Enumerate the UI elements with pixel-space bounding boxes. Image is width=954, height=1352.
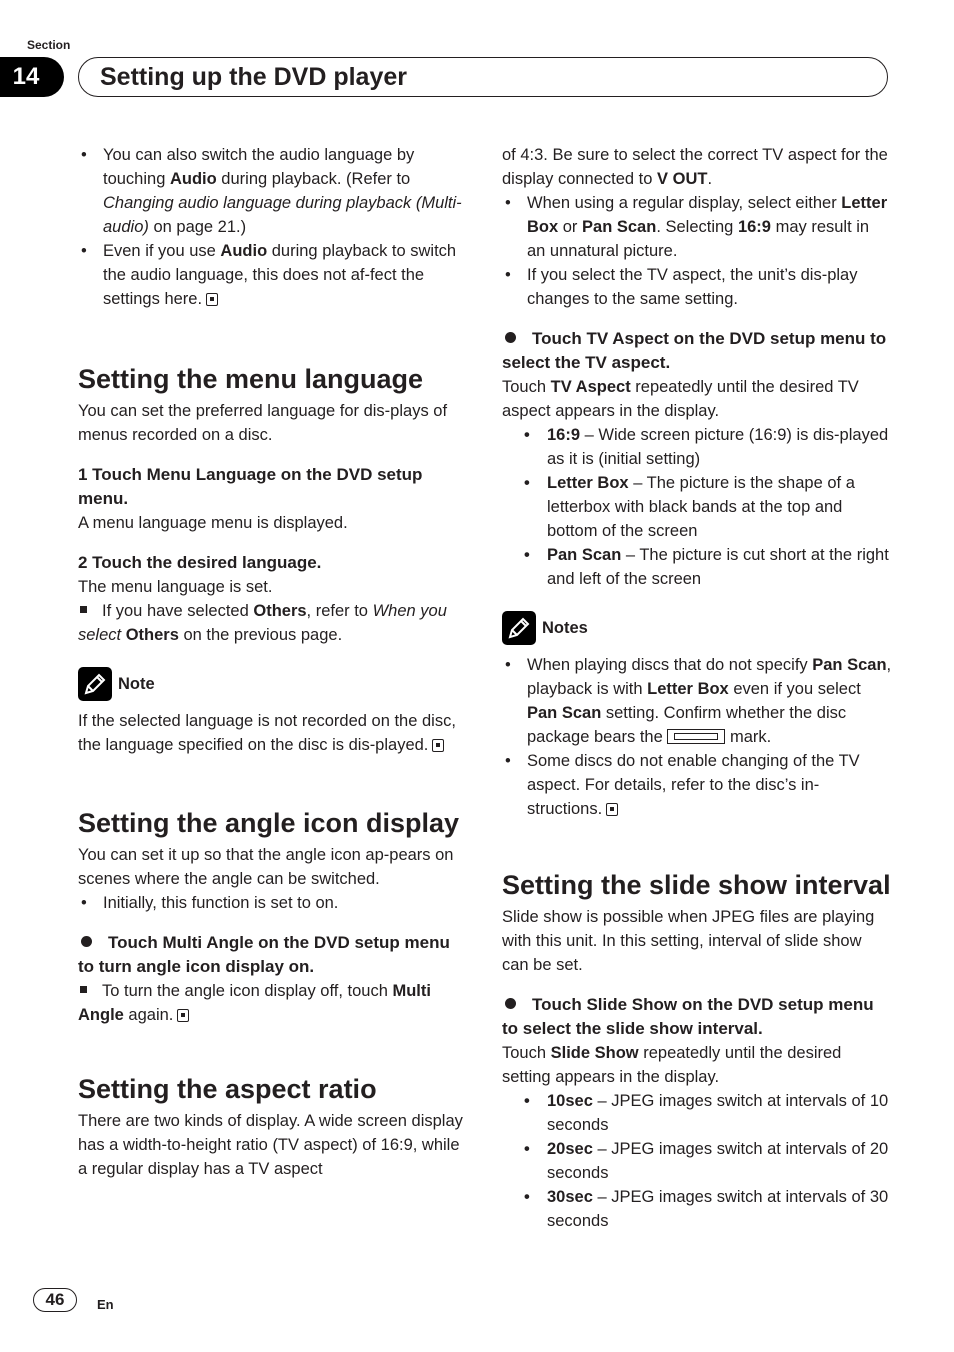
end-mark-icon — [177, 1009, 189, 1022]
end-mark-icon — [606, 803, 618, 816]
list-item: • 10sec – JPEG images switch at intervals of 10 seconds — [502, 1089, 892, 1137]
list-item: • 16:9 – Wide screen picture (16:9) is dis-played as it is (initial setting) — [502, 423, 892, 471]
note-header — [78, 667, 466, 701]
heading-menu-language: Setting the menu language — [78, 364, 424, 394]
list-item: • Pan Scan – The picture is cut short at the right and left of the screen — [502, 543, 892, 591]
aspect-bullets — [502, 191, 892, 311]
step-heading: 2 Touch the desired language. — [78, 553, 322, 572]
section-number-badge: 14 — [0, 57, 64, 97]
paragraph: A menu language menu is displayed. — [78, 514, 348, 532]
tip-text: To turn the angle icon display off, touch Multi Angle again. — [78, 982, 431, 1024]
aspect-options — [502, 423, 892, 591]
step-heading: 1 Touch Menu Language on the DVD setup menu. — [78, 465, 423, 508]
angle-bullets — [78, 891, 466, 915]
list-item: • Letter Box – The picture is the shape of a letterbox with black bands at the top and bottom of the screen — [502, 471, 892, 543]
notes-bullets — [502, 653, 892, 821]
intro-bullets — [78, 143, 466, 311]
paragraph: Slide show is possible when JPEG files are playing with this unit. In this setting, interval of slide show can be set. — [502, 908, 875, 974]
paragraph: The menu language is set. — [78, 578, 273, 596]
notes-label: Notes — [542, 619, 588, 637]
pencil-note-icon — [78, 667, 112, 701]
list-item: • 20sec – JPEG images switch at intervals of 20 seconds — [502, 1137, 892, 1185]
list-item: • You can also switch the audio language by touching Audio during playback. (Refer to Changing audio language during playback (Multi-audio) on page 21.) — [78, 143, 466, 239]
page-title: Setting up the DVD player — [100, 63, 407, 91]
step-heading: Touch Multi Angle on the DVD setup menu to turn angle icon display on. — [78, 933, 450, 976]
paragraph: There are two kinds of display. A wide screen display has a width-to-height ratio (TV aspect) of 16:9, while a regular display has a TV aspect — [78, 1112, 463, 1178]
square-bullet-icon — [80, 986, 87, 993]
pencil-note-icon — [502, 611, 536, 645]
paragraph: Touch TV Aspect repeatedly until the desired TV aspect appears in the display. — [502, 378, 859, 420]
widescreen-mark-icon — [667, 729, 725, 744]
left-column — [78, 143, 466, 1181]
step-dot-icon — [505, 998, 516, 1009]
end-mark-icon — [206, 293, 218, 306]
paragraph: You can set it up so that the angle icon ap-pears on scenes where the angle can be switched. — [78, 846, 454, 888]
right-column — [502, 143, 892, 1233]
list-item: • If you select the TV aspect, the unit’s dis-play changes to the same setting. — [502, 263, 892, 311]
slide-options — [502, 1089, 892, 1233]
end-mark-icon — [432, 739, 444, 752]
list-item: • When playing discs that do not specify Pan Scan, playback is with Letter Box even if you select Pan Scan setting. Confirm whether the disc package bears the mark. — [502, 653, 892, 749]
list-item: • Some discs do not enable changing of the TV aspect. For details, refer to the disc’s in-structions. — [502, 749, 892, 821]
notes-header — [502, 611, 892, 645]
heading-angle-icon: Setting the angle icon display — [78, 808, 460, 838]
page-number: 46 — [33, 1288, 77, 1312]
step-heading: Touch Slide Show on the DVD setup menu to select the slide show interval. — [502, 995, 874, 1038]
step-heading: Touch TV Aspect on the DVD setup menu to select the TV aspect. — [502, 329, 887, 372]
paragraph: Touch Slide Show repeatedly until the desired setting appears in the display. — [502, 1044, 842, 1086]
note-text: If the selected language is not recorded on the disc, the language specified on the disc is dis-played. — [78, 712, 456, 754]
paragraph: of 4:3. Be sure to select the correct TV aspect for the display connected to V OUT. — [502, 146, 888, 188]
section-label: Section — [27, 38, 71, 52]
list-item: • Initially, this function is set to on. — [78, 891, 466, 915]
note-label: Note — [118, 675, 155, 693]
step-dot-icon — [505, 332, 516, 343]
heading-slide-show: Setting the slide show interval — [502, 870, 891, 900]
square-bullet-icon — [80, 606, 87, 613]
list-item: • 30sec – JPEG images switch at intervals of 30 seconds — [502, 1185, 892, 1233]
list-item: • Even if you use Audio during playback to switch the audio language, this does not af-fect the settings here. — [78, 239, 466, 311]
language-code: En — [97, 1297, 114, 1312]
step-dot-icon — [81, 936, 92, 947]
list-item: • When using a regular display, select either Letter Box or Pan Scan. Selecting 16:9 may result in an unnatural picture. — [502, 191, 892, 263]
heading-aspect-ratio: Setting the aspect ratio — [78, 1074, 377, 1104]
paragraph: You can set the preferred language for dis-plays of menus recorded on a disc. — [78, 402, 448, 444]
tip-text: If you have selected Others, refer to When you select Others on the previous page. — [78, 602, 447, 644]
